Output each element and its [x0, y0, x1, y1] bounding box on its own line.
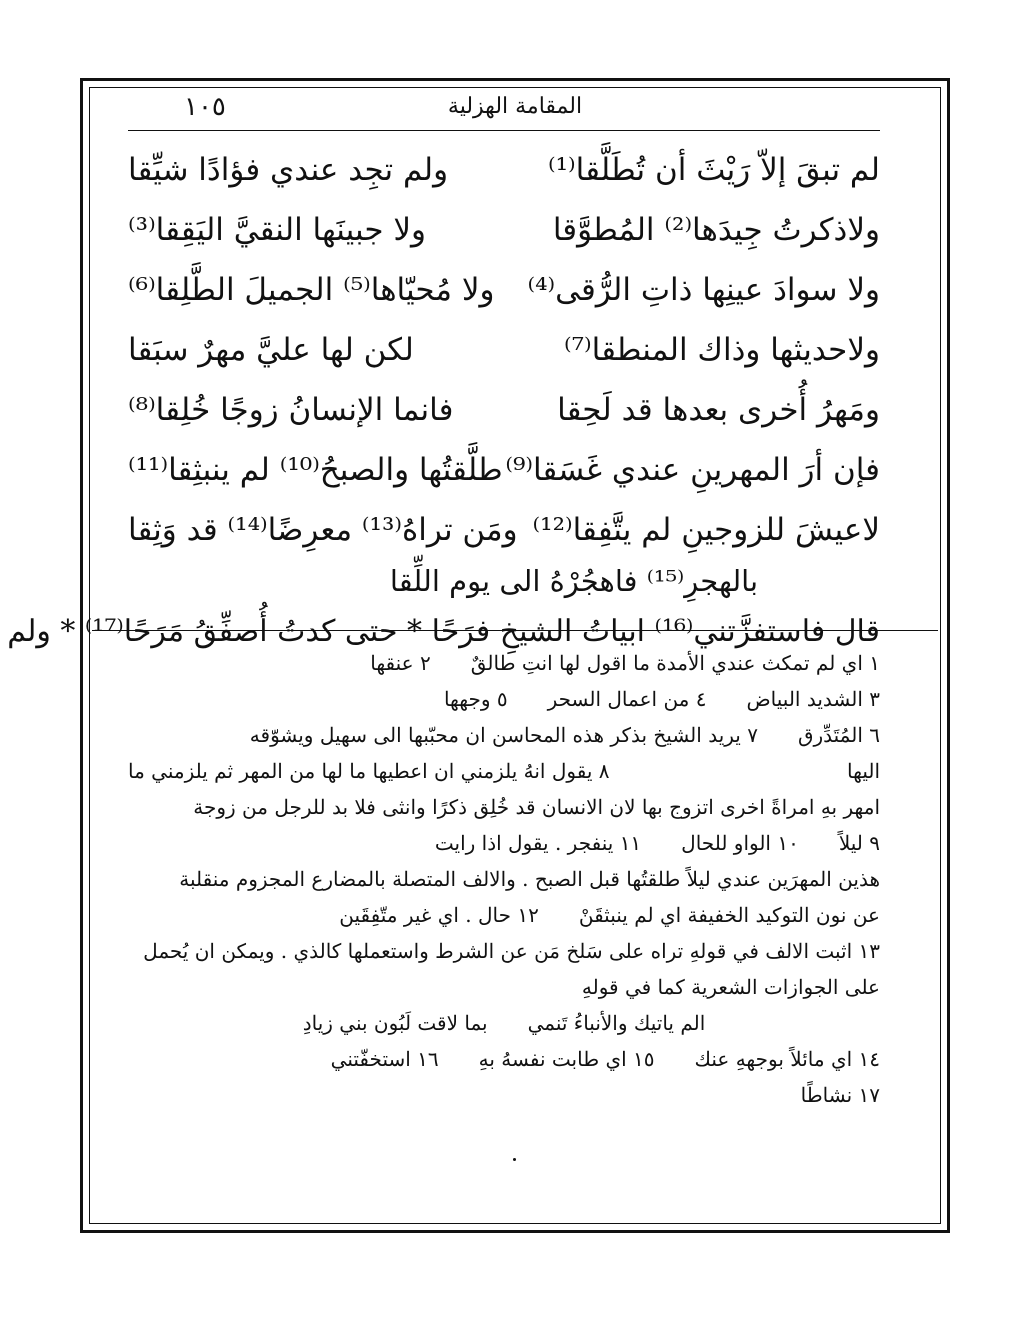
page-header: [89, 90, 941, 130]
poem: [7, 140, 880, 662]
quoted-hemistich: بما لاقت لَبُون بني زيادِ: [302, 1011, 488, 1035]
hemistich-second: فانما الإنسانُ زوجًا خُلِقا⁽⁸⁾: [128, 392, 454, 428]
hemistich-second: ومَن تراهُ⁽¹³⁾ معرِضًا⁽¹⁴⁾ قد وَثِقا: [128, 512, 518, 548]
footnote-line: [128, 825, 880, 861]
footnote-text: على الجوازات الشعرية كما في قولهِ: [581, 975, 880, 999]
footnote-line: [128, 753, 880, 789]
verse-final: بالهجرِ⁽¹⁵⁾ فاهجُرْهُ الى يوم اللِّقا: [389, 564, 759, 598]
hemistich-first: ومَهرُ أُخرى بعدها قد لَحِقا: [557, 392, 880, 428]
hemistich-second: ولا مُحيّاها⁽⁵⁾ الجميلَ الطَّلِقا⁽⁶⁾: [128, 272, 495, 308]
footnote: ٦ المُتَدِّرق: [797, 723, 880, 747]
running-title: المقامة الهزلية: [447, 94, 583, 119]
verse-line: [128, 380, 880, 440]
header-rule: [128, 130, 880, 131]
verse-line: [128, 500, 880, 560]
footnote-line: [128, 789, 880, 825]
hemistich-first: لم تبقَ إلاّ رَيْثَ أن تُطَلَّقا⁽¹⁾: [547, 152, 880, 188]
footnote: ٩ ليلاً: [838, 831, 880, 855]
footnote: اليها: [847, 759, 880, 783]
hemistich-first: ولا سوادَ عينِها ذاتِ الرُّقى⁽⁴⁾: [527, 272, 880, 308]
ink-dot: [513, 1158, 516, 1161]
footnotes: [128, 645, 880, 1113]
hemistich-second: لكن لها عليَّ مهرٌ سبَقا: [128, 332, 414, 368]
hemistich-first: لاعيشَ للزوجينِ لم يتَّفِقا⁽¹²⁾: [532, 512, 880, 548]
hemistich-first: ولاذكرتُ جِيدَها⁽²⁾ المُطوَّقا: [552, 212, 880, 248]
hemistich-second: ولم تجِد عندي فؤادًا شيِّقا: [128, 152, 449, 188]
footnote-line: [128, 681, 880, 717]
footnote: ٤ من اعمال السحر: [547, 687, 707, 711]
footnote-line: [128, 933, 880, 969]
verse-line: [128, 320, 880, 380]
quoted-verse: [128, 1005, 880, 1041]
footnote-text: هذين المهرَين عندي ليلاً طلقتُها قبل الصبح . والالف المتصلة بالمضارع المجزوم منقلبة: [179, 867, 880, 891]
hemistich-second: ولا جبينَها النقيَّ اليَقِقا⁽³⁾: [128, 212, 427, 248]
quoted-hemistich: الم ياتيك والأنباءُ تَنمي: [527, 1011, 706, 1035]
prose-line: قال فاستفزَّتني⁽¹⁶⁾ ابياتُ الشيخِ فرَحًا * حتى كدتُ أُصفِّقُ مَرَحًا⁽¹⁷⁾ * ولم: [7, 614, 880, 649]
verse-line: [128, 260, 880, 320]
footnote: ١٧ نشاطًا: [800, 1083, 880, 1107]
footnote-text: عن نون التوكيد الخفيفة اي لم ينبثقَنْ: [578, 903, 880, 927]
footnote: ٣ الشديد البياض: [746, 687, 880, 711]
hemistich-second: طلَّقتُها والصبحُ⁽¹⁰⁾ لم ينبثِقا⁽¹¹⁾: [128, 452, 503, 488]
footnote: ١١ ينفجر . يقول اذا رايت: [434, 831, 642, 855]
footnote: ١٢ حال . اي غير متّفِقَين: [339, 903, 539, 927]
footnote: ٨ يقول انهُ يلزمني ان اعطيها ما لها من المهر ثم يلزمني ما: [128, 759, 610, 783]
footnote-line: [128, 645, 880, 681]
footnote-line: [128, 1041, 880, 1077]
footnote-text: امهر بهِ امراةً اخرى اتزوج بها لان الانسان قد خُلِق ذكرًا وانثى فلا بد للرجل من زوجة: [193, 795, 880, 819]
footnote: ١ اي لم تمكث عندي الأمدة ما اقول لها انتِ طالقٌ: [470, 651, 880, 675]
hemistich-first: ولاحديثها وذاك المنطقا⁽⁷⁾: [563, 332, 880, 368]
footnote-line: [128, 969, 880, 1005]
footnote: ١٦ استخفّتني: [330, 1047, 439, 1071]
footnote: ١٥ اي طابت نفسهُ بهِ: [478, 1047, 655, 1071]
footnote-line: [128, 861, 880, 897]
footnote: ١٤ اي مائلاً بوجههِ عنك: [694, 1047, 880, 1071]
footnote: ٥ وجهها: [443, 687, 508, 711]
footnote: ١٠ الواو للحال: [681, 831, 799, 855]
footnote-rule: [92, 630, 938, 631]
verse-line: [128, 200, 880, 260]
verse-line: [128, 440, 880, 500]
footnote-line: [128, 1077, 880, 1113]
footnote: ٧ يريد الشيخ بذكر هذه المحاسن ان محبّبها الى سهيل ويشوّقه: [249, 723, 758, 747]
page-number: ١٠٥: [184, 92, 226, 122]
footnote: ١٣ اثبت الالف في قولهِ تراه على سَلخ مَن عن الشرط واستعملها كالذي . ويمكن ان يُحمل: [143, 939, 880, 963]
verse-line: [128, 140, 880, 200]
footnote: ٢ عنقها: [370, 651, 431, 675]
hemistich-first: فإن أرَ المهرينِ عندي غَسَقا⁽⁹⁾: [505, 452, 880, 488]
footnote-line: [128, 897, 880, 933]
footnote-line: [128, 717, 880, 753]
